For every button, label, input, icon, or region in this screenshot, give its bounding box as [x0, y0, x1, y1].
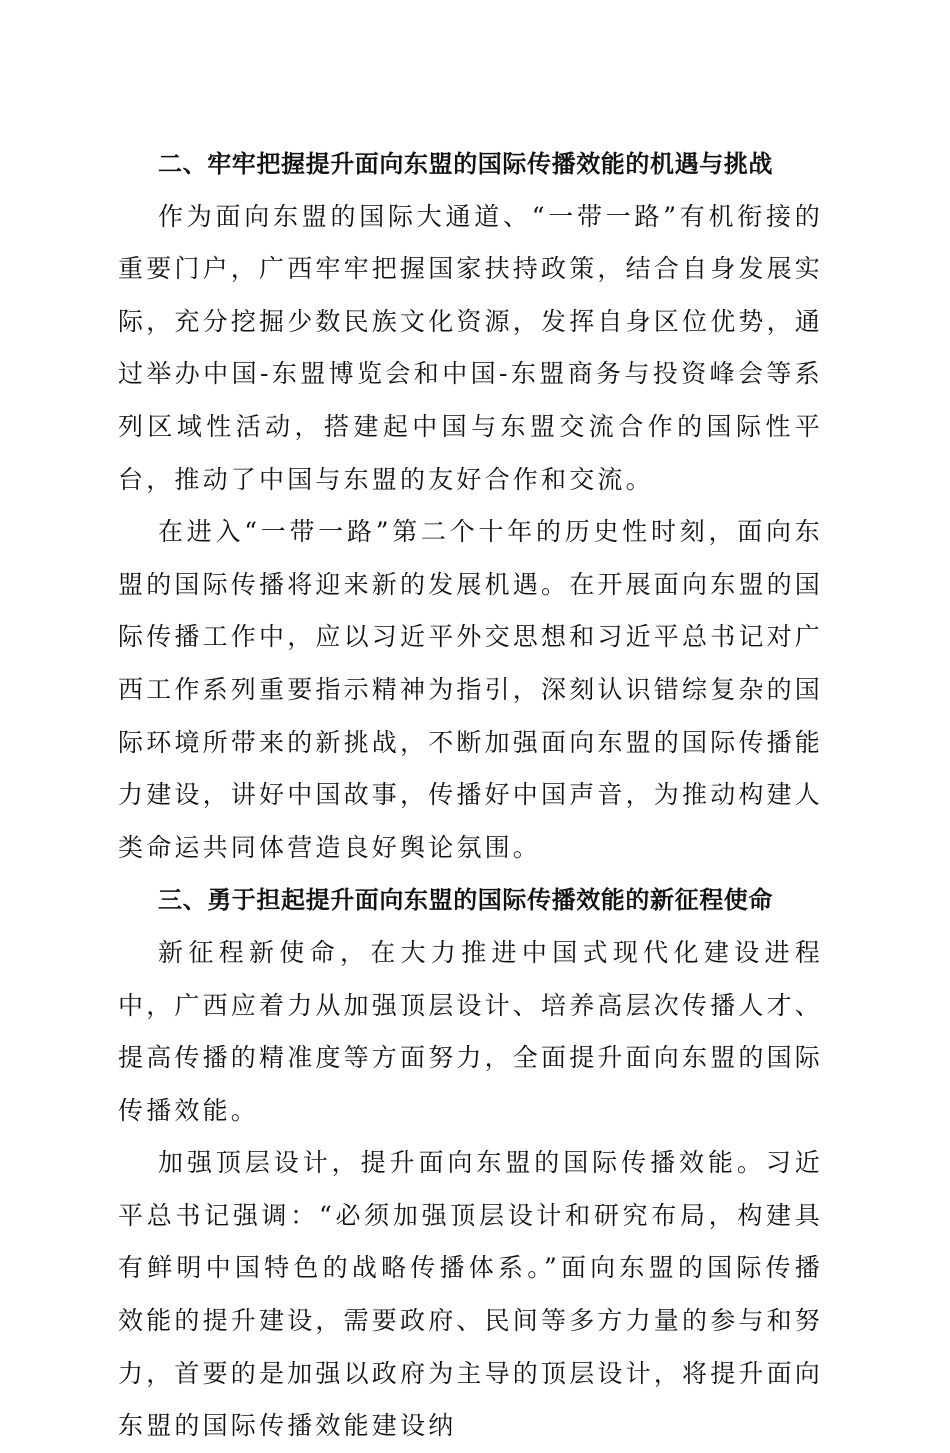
paragraph-1: 作为面向东盟的国际大通道、“一带一路”有机衔接的重要门户，广西牢牢把握国家扶持政策，结合自身发展实际，充分挖掘少数民族文化资源，发挥自身区位优势，通过举办中国-东盟博览会和中国-东盟商务与投资峰会等系列区域性活动，搭建起中国与东盟交流合作的国际性平台，推动了中国与东盟的友好合作和交流。 [118, 201, 824, 494]
paragraph-4: 加强顶层设计，提升面向东盟的国际传播效能。习近平总书记强调：“必须加强顶层设计和研究布局，构建具有鲜明中国特色的战略传播体系。”面向东盟的国际传播效能的提升建设，需要政府、民间等多方力量的参与和努力，首要的是加强以政府为主导的顶层设计，将提升面向东盟的国际传播效能建设纳 [118, 1148, 824, 1441]
section-heading-3: 三、勇于担起提升面向东盟的国际传播效能的新征程使命 [158, 886, 773, 915]
paragraph-2: 在进入“一带一路”第二个十年的历史性时刻，面向东盟的国际传播将迎来新的发展机遇。在开展面向东盟的国际传播工作中，应以习近平外交思想和习近平总书记对广西工作系列重要指示精神为指引，深刻认识错综复杂的国际环境所带来的新挑战，不断加强面向东盟的国际传播能力建设，讲好中国故事，传播好中国声音，为推动构建人类命运共同体营造良好舆论氛围。 [118, 517, 824, 862]
paragraph-3: 新征程新使命，在大力推进中国式现代化建设进程中，广西应着力从加强顶层设计、培养高层次传播人才、提高传播的精准度等方面努力，全面提升面向东盟的国际传播效能。 [118, 937, 824, 1125]
section-heading-2: 二、牢牢把握提升面向东盟的国际传播效能的机遇与挑战 [158, 150, 773, 178]
document-body [118, 138, 823, 1453]
